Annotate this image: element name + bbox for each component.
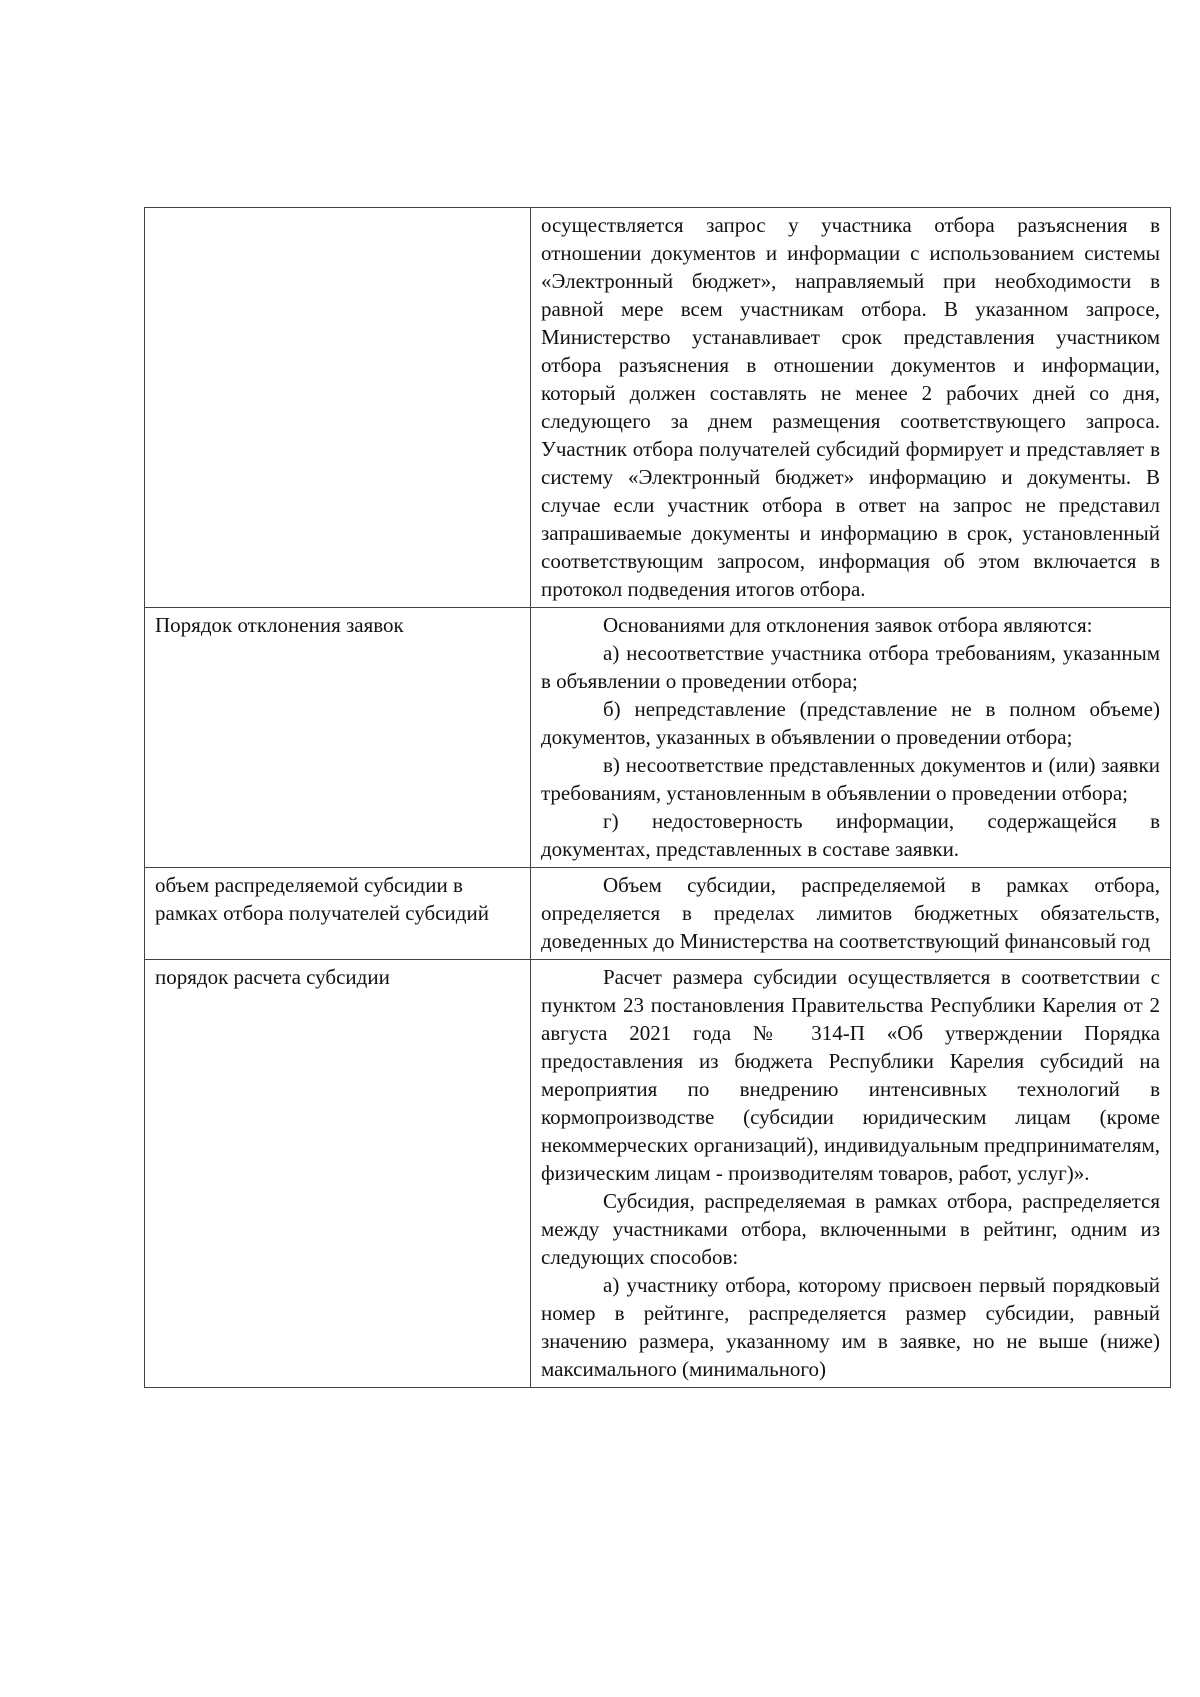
row-content bbox=[531, 960, 1171, 1388]
paragraph: осуществляется запрос у участника отбора разъяснения в отношении документов и информации с использованием системы «Электронный бюджет», направляемый при необходимости в равной мере всем участникам отбора. В указанном запросе, Министерство устанавливает срок представления участником отбора разъяснения в отношении документов и информации, который должен составлять не менее 2 рабочих дней со дня, следующего за днем размещения соответствующего запроса. Участник отбора получателей субсидий формирует и представляет в систему «Электронный бюджет» информацию и документы. В случае если участник отбора в ответ на запрос не представил запрашиваемые документы и информацию в срок, установленный соответствующим запросом, информация об этом включается в протокол подведения итогов отбора. bbox=[541, 213, 1160, 601]
list-item: а) участнику отбора, которому присвоен первый порядковый номер в рейтинге, распределяется размер субсидии, равный значению размера, указанному им в заявке, но не выше (ниже) максимального (минимального) bbox=[541, 1273, 1160, 1381]
list-item: а) несоответствие участника отбора требованиям, указанным в объявлении о проведении отбора; bbox=[541, 641, 1160, 693]
row-label: объем распределяемой субсидии в рамках отбора получателей субсидий bbox=[145, 868, 531, 960]
paragraph: Расчет размера субсидии осуществляется в соответствии с пунктом 23 постановления Правительства Республики Карелия от 2 августа 2021 года № 314-П «Об утверждении Порядка предоставления из бюджета Республики Карелия субсидий на мероприятия по внедрению интенсивных технологий в кормопроизводстве (субсидии юридическим лицам (кроме некоммерческих организаций), индивидуальным предпринимателям, физическим лицам - производителям товаров, работ, услуг)». bbox=[541, 965, 1160, 1185]
list-item: б) непредставление (представление не в полном объеме) документов, указанных в объявлении о проведении отбора; bbox=[541, 697, 1160, 749]
list-item: в) несоответствие представленных документов и (или) заявки требованиям, установленным в объявлении о проведении отбора; bbox=[541, 753, 1160, 805]
table-row bbox=[145, 608, 1171, 868]
table-row bbox=[145, 208, 1171, 608]
row-content bbox=[531, 208, 1171, 608]
table-row bbox=[145, 868, 1171, 960]
table-row bbox=[145, 960, 1171, 1388]
paragraph: Основаниями для отклонения заявок отбора являются: bbox=[603, 613, 1093, 637]
row-content bbox=[531, 868, 1171, 960]
row-content bbox=[531, 608, 1171, 868]
paragraph: Субсидия, распределяемая в рамках отбора, распределяется между участниками отбора, включенными в рейтинг, одним из следующих способов: bbox=[541, 1189, 1160, 1269]
selection-parameters-table bbox=[144, 207, 1171, 1388]
row-label bbox=[145, 208, 531, 608]
row-label: Порядок отклонения заявок bbox=[145, 608, 531, 868]
row-label: порядок расчета субсидии bbox=[145, 960, 531, 1388]
list-item: г) недостоверность информации, содержащейся в документах, представленных в составе заявки. bbox=[541, 809, 1160, 861]
paragraph: Объем субсидии, распределяемой в рамках отбора, определяется в пределах лимитов бюджетных обязательств, доведенных до Министерства на соответствующий финансовый год bbox=[541, 873, 1160, 953]
